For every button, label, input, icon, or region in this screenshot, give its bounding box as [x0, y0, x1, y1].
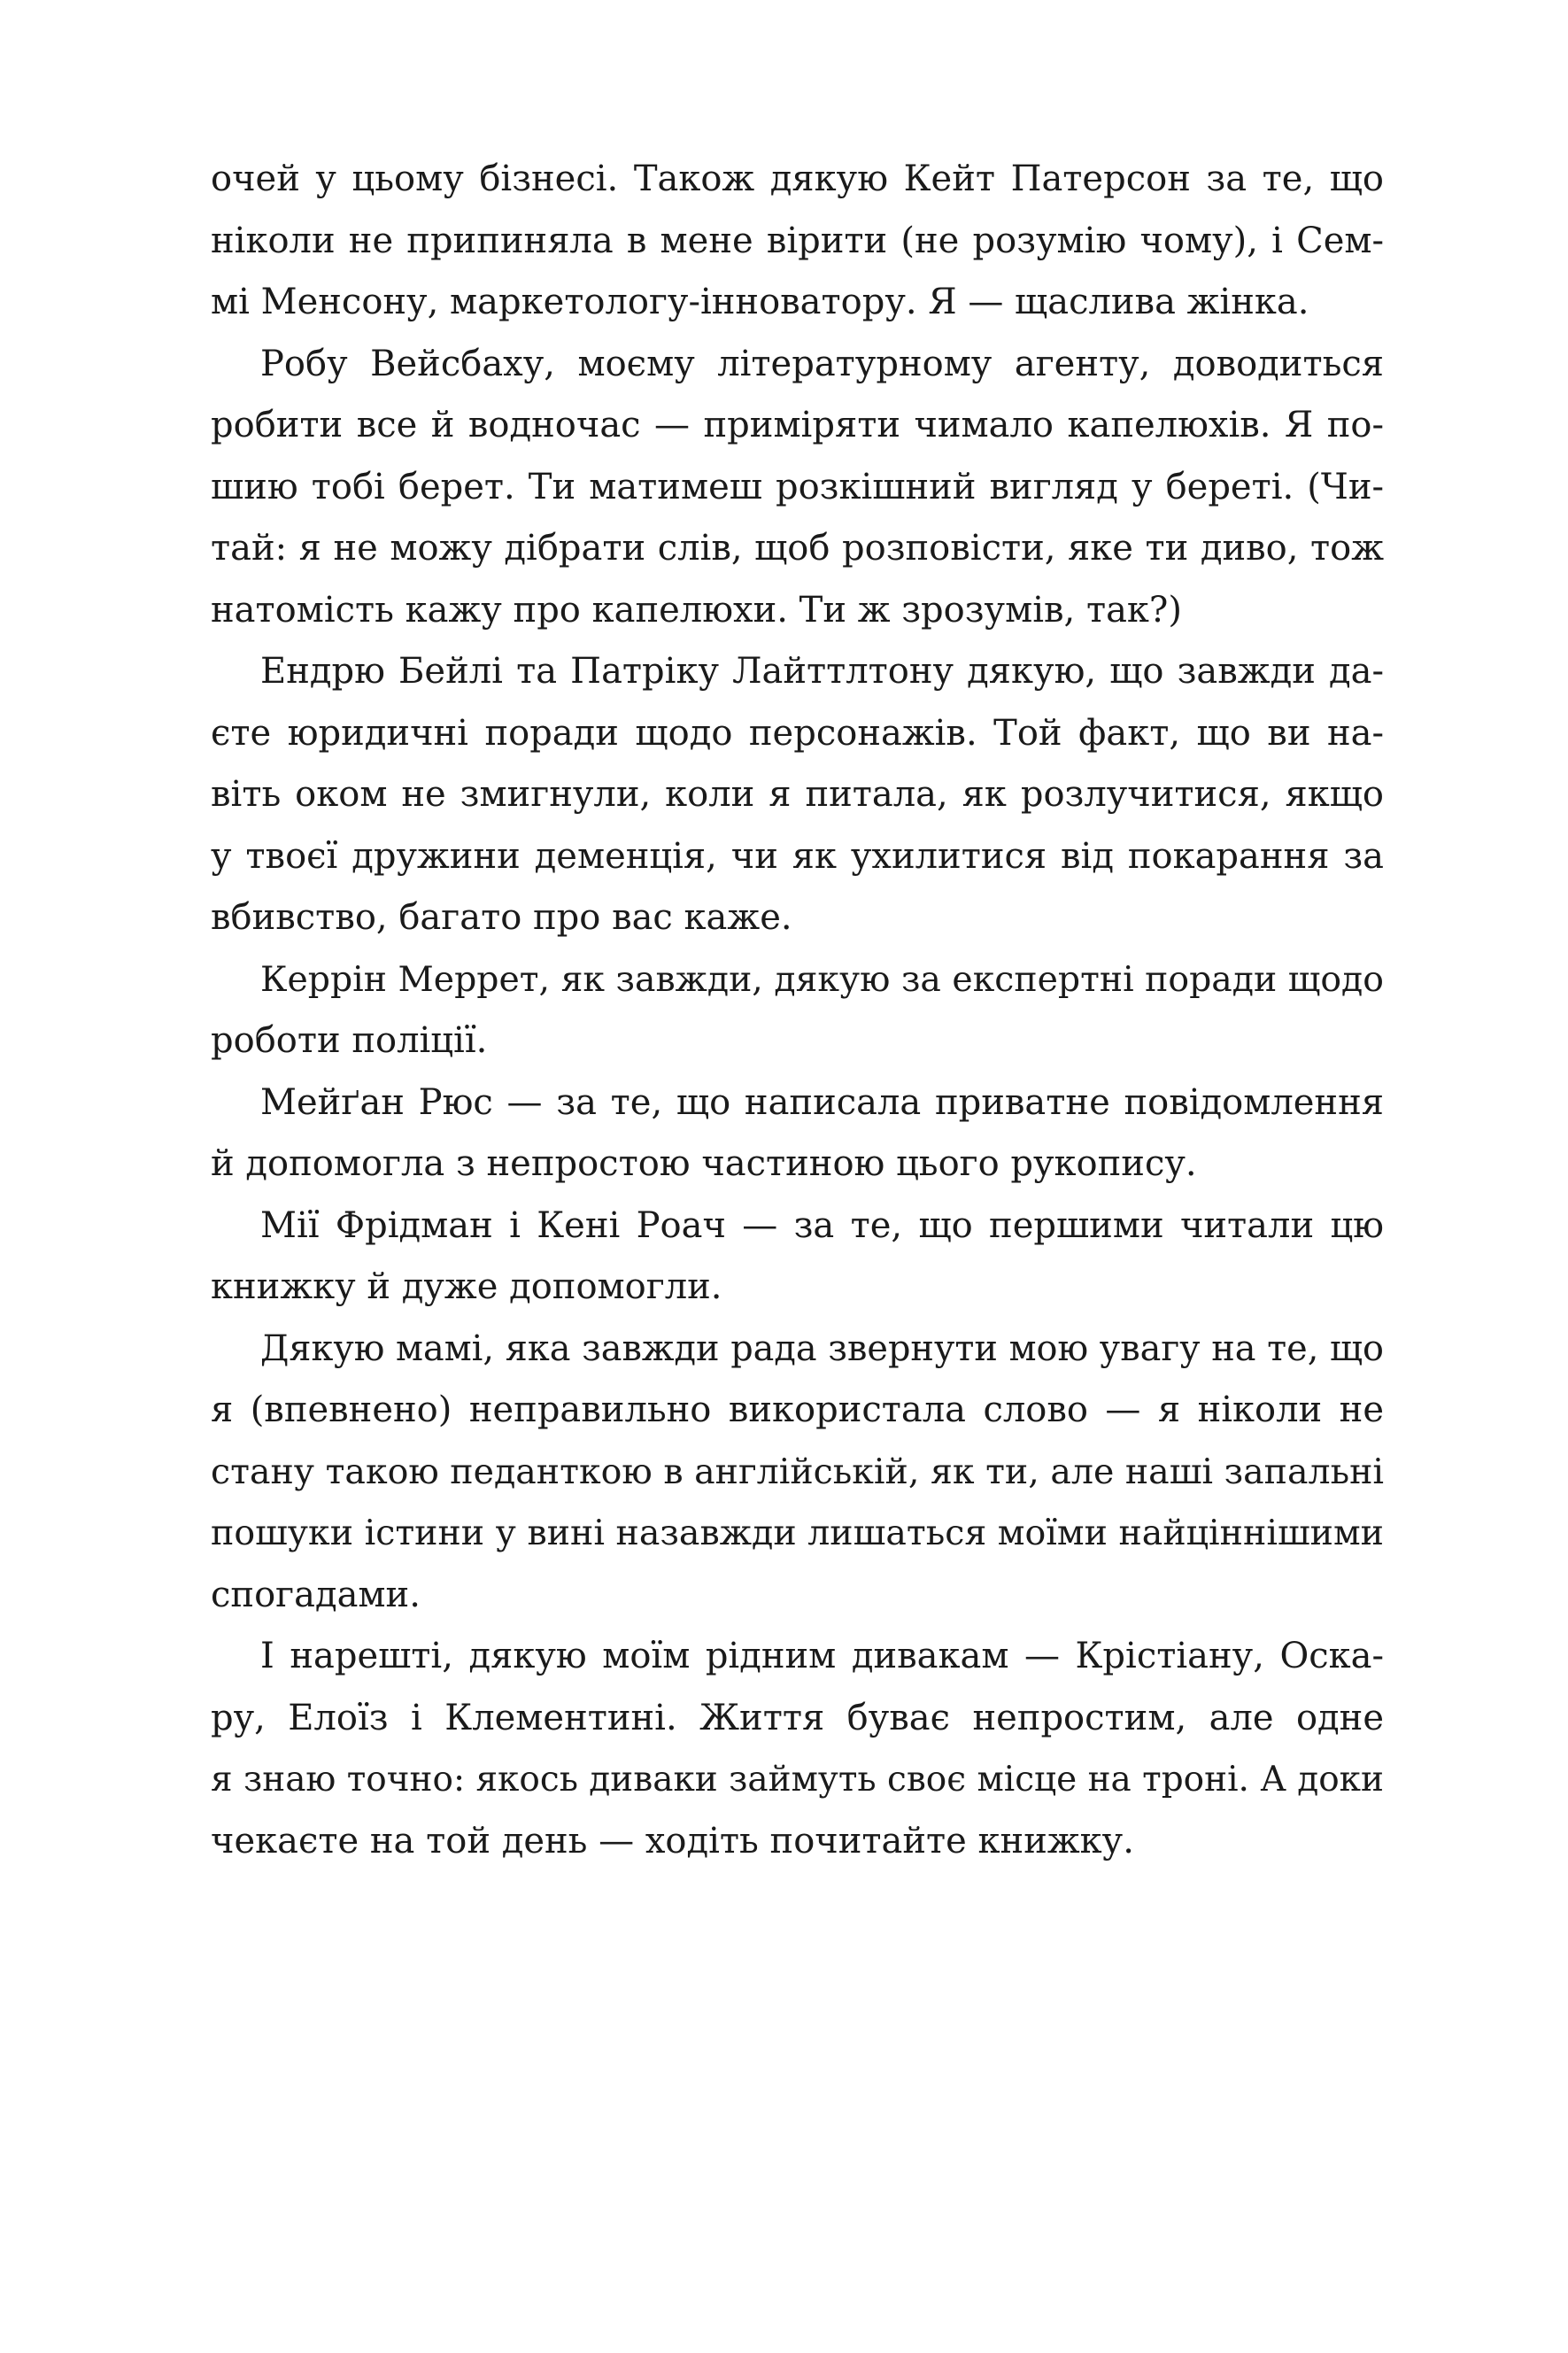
- paragraph: [211, 641, 1384, 949]
- text-line: спогадами.: [211, 1574, 421, 1615]
- text-line: Мейґан Рюс — за те, що написала приватне повідомлення: [260, 1081, 1384, 1123]
- paragraph: [211, 949, 1384, 1072]
- text-line: І нарешті, дякую моїм рідним дивакам — Крістіану, Оска-: [260, 1636, 1384, 1676]
- text-line: я знаю точно: якось диваки займуть своє місце на троні. А доки: [211, 1760, 1385, 1800]
- paragraph: [211, 1626, 1384, 1872]
- text-line: очей у цьому бізнесі. Також дякую Кейт Патерсон за те, що: [211, 159, 1384, 199]
- text-line: тай: я не можу дібрати слів, щоб розповісти, яке ти диво, тож: [211, 528, 1384, 569]
- text-line: Мії Фрідман і Кені Роач — за те, що першими читали цю: [260, 1204, 1384, 1246]
- text-line: Дякую мамі, яка завжди рада звернути мою увагу на те, що: [260, 1327, 1384, 1369]
- text-line: єте юридичні поради щодо персонажів. Той факт, що ви на-: [211, 712, 1384, 754]
- text-line: віть оком не змигнули, коли я питала, як розлучитися, якщо: [211, 774, 1384, 815]
- text-line: вбивство, багато про вас каже.: [211, 897, 792, 938]
- paragraph: [211, 149, 1384, 334]
- text-line: робити все й водночас — приміряти чимало капелюхів. Я по-: [211, 405, 1384, 445]
- text-line: Керрін Меррет, як завжди, дякую за експертні поради щодо: [260, 958, 1384, 1000]
- paragraph: [211, 1196, 1384, 1319]
- text-line: пошуки істини у вині назавжди лишаться моїми найціннішими: [211, 1513, 1384, 1553]
- text-line: стану такою педанткою в англійській, як ти, але наші запальні: [211, 1451, 1384, 1492]
- text-line: роботи поліції.: [211, 1020, 488, 1061]
- text-line: мі Менсону, маркетологу-інноватору. Я — щаслива жінка.: [211, 282, 1309, 322]
- text-line: ру, Елоїз і Клементині. Життя буває непростим, але одне: [211, 1697, 1384, 1738]
- text-line: Ендрю Бейлі та Патріку Лайттлтону дякую, що завжди да-: [260, 651, 1384, 692]
- text-line: натомість кажу про капелюхи. Ти ж зрозумів, так?): [211, 589, 1182, 631]
- acknowledgements-text: [211, 149, 1384, 1872]
- text-line: й допомогла з непростою частиною цього рукопису.: [211, 1143, 1197, 1184]
- text-line: ніколи не припиняла в мене вірити (не розумію чому), і Сем-: [211, 220, 1384, 261]
- paragraph: [211, 1072, 1384, 1196]
- paragraph: [211, 1319, 1384, 1627]
- paragraph: [211, 334, 1384, 642]
- text-line: у твоєї дружини деменція, чи як ухилитися від покарання за: [211, 835, 1384, 877]
- text-line: Робу Вейсбаху, моєму літературному агенту, доводиться: [260, 343, 1384, 384]
- text-line: чекаєте на той день — ходіть почитайте книжку.: [211, 1820, 1134, 1862]
- text-line: шию тобі берет. Ти матимеш розкішний вигляд у береті. (Чи-: [211, 466, 1384, 507]
- text-line: книжку й дуже допомогли.: [211, 1266, 722, 1307]
- text-line: я (впевнено) неправильно використала слово — я ніколи не: [211, 1389, 1384, 1430]
